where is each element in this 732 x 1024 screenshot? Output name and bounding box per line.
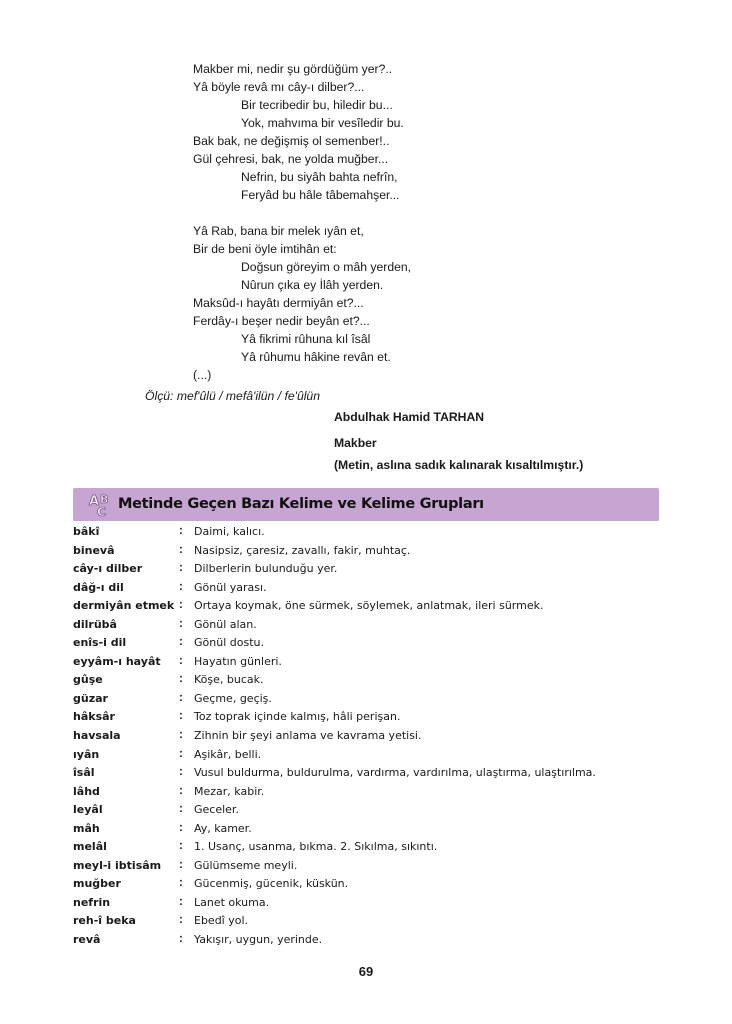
glossary-separator: : <box>179 653 183 667</box>
glossary-definition: Ay, kamer. <box>194 821 252 835</box>
svg-text:C: C <box>97 505 106 518</box>
poem-line: Yâ böyle revâ mı cây-ı dilber?... <box>193 80 365 94</box>
glossary-term: nefrin <box>73 895 111 909</box>
glossary-entry <box>73 672 673 691</box>
glossary-separator: : <box>179 932 183 946</box>
glossary-definition: Dilberlerin bulunduğu yer. <box>194 562 338 576</box>
glossary-entry <box>73 617 673 636</box>
svg-text:A: A <box>89 494 100 509</box>
poem-line: Yâ fikrimi rûhuna kıl îsâl <box>241 332 371 346</box>
glossary-entry <box>73 895 673 914</box>
glossary-definition: Hayatın günleri. <box>194 654 282 668</box>
glossary-separator: : <box>179 876 183 890</box>
poem-line: Nefrin, bu siyâh bahta nefrîn, <box>241 170 398 184</box>
glossary-definition: Gönül dostu. <box>194 636 264 650</box>
glossary-definition: Ortaya koymak, öne sürmek, söylemek, anlatmak, ileri sürmek. <box>194 599 544 613</box>
poem-line: Yâ rûhumu hâkine revân et. <box>241 350 391 364</box>
poem-line: Makber mi, nedir şu gördüğüm yer?.. <box>193 62 393 76</box>
glossary-definition: Mezar, kabir. <box>194 784 265 798</box>
glossary-term: reh-î beka <box>73 914 136 928</box>
glossary-definition: Aşikâr, belli. <box>194 747 262 761</box>
glossary-definition: Gönül yarası. <box>194 580 267 594</box>
glossary-entry <box>73 709 673 728</box>
page-number: 69 <box>358 964 374 979</box>
glossary-term: muğber <box>73 877 121 891</box>
glossary-term: mâh <box>73 821 100 835</box>
glossary-term: dâğ-ı dil <box>73 580 124 594</box>
glossary-separator: : <box>179 672 183 686</box>
glossary-separator: : <box>179 524 183 537</box>
glossary-separator: : <box>179 802 183 816</box>
poem-line: Doğsun göreyim o mâh yerden, <box>241 260 412 274</box>
glossary-definition: Nasipsiz, çaresiz, zavallı, fakir, muhtaç. <box>194 543 411 557</box>
glossary-definition: Gönül alan. <box>194 617 257 631</box>
glossary-entry <box>73 561 673 580</box>
svg-text:B: B <box>100 493 109 506</box>
glossary-term: dilrübâ <box>73 617 117 631</box>
poem-line: Feryâd bu hâle tâbemahşer... <box>241 188 400 202</box>
glossary-term: meyl-i ibtisâm <box>73 858 162 872</box>
glossary-definition: 1. Usanç, usanma, bıkma. 2. Sıkılma, sıkıntı. <box>194 840 438 854</box>
glossary-term: lâhd <box>73 784 100 798</box>
glossary-entry <box>73 728 673 747</box>
poem-line: Ferdây-ı beşer nedir beyân et?... <box>193 314 370 328</box>
poem-meter: Ölçü: mef'ûlü / mefâ'ilün / fe'ûlün <box>145 389 320 403</box>
glossary-entry <box>73 765 673 784</box>
glossary-term: melâl <box>73 840 107 854</box>
glossary-definition: Geceler. <box>194 803 239 817</box>
glossary-separator: : <box>179 616 183 630</box>
abc-letters-icon <box>87 491 117 518</box>
glossary-term: gûşe <box>73 673 103 687</box>
glossary-separator: : <box>179 857 183 871</box>
glossary-entry <box>73 932 673 951</box>
glossary-term: eyyâm-ı hayât <box>73 654 161 668</box>
glossary-definition: Vusul buldurma, buldurulma, vardırma, vardırılma, ulaştırma, ulaştırılma. <box>194 766 596 780</box>
glossary-term: hâksâr <box>73 710 115 724</box>
glossary-entry <box>73 691 673 710</box>
glossary-separator: : <box>179 635 183 649</box>
glossary-header <box>73 488 659 521</box>
glossary-entry <box>73 543 673 562</box>
glossary-separator: : <box>179 690 183 704</box>
poem-ellipsis: (...) <box>193 368 212 382</box>
poem-line: Yâ Rab, bana bir melek ıyân et, <box>193 224 364 238</box>
glossary-separator: : <box>179 894 183 908</box>
glossary-separator: : <box>179 839 183 853</box>
glossary-separator: : <box>179 709 183 723</box>
glossary-term: havsala <box>73 729 121 743</box>
glossary-term: revâ <box>73 933 101 947</box>
poem-abridged-note: (Metin, aslına sadık kalınarak kısaltılmıştır.) <box>334 458 584 472</box>
glossary-separator: : <box>179 598 183 612</box>
glossary-definition: Yakışır, uygun, yerinde. <box>194 933 323 947</box>
glossary-entry <box>73 858 673 877</box>
glossary-entry <box>73 747 673 766</box>
glossary-definition: Ebedî yol. <box>194 914 249 928</box>
glossary-entry <box>73 802 673 821</box>
glossary-entry <box>73 580 673 599</box>
glossary-term: bâkî <box>73 525 100 538</box>
glossary-entry <box>73 524 673 543</box>
glossary-separator: : <box>179 913 183 927</box>
glossary-separator: : <box>179 765 183 779</box>
poem-work-title: Makber <box>334 436 377 450</box>
glossary-separator: : <box>179 783 183 797</box>
glossary-entry <box>73 839 673 858</box>
glossary-term: binevâ <box>73 543 115 557</box>
glossary-entry <box>73 784 673 803</box>
glossary-entry <box>73 913 673 932</box>
glossary-term: leyâl <box>73 803 103 817</box>
glossary-definition: Gücenmiş, gücenik, küskün. <box>194 877 349 891</box>
glossary-term: dermiyân etmek <box>73 599 175 613</box>
glossary-entry <box>73 876 673 895</box>
poem-line: Nûrun çıka ey İlâh yerden. <box>241 278 384 292</box>
poem-author: Abdulhak Hamid TARHAN <box>334 410 485 424</box>
glossary-definition: Köşe, bucak. <box>194 673 264 687</box>
glossary-title: Metinde Geçen Bazı Kelime ve Kelime Grupları <box>118 496 484 512</box>
glossary-term: cây-ı dilber <box>73 562 143 576</box>
poem-line: Bir de beni öyle imtihân et: <box>193 242 337 256</box>
glossary-separator: : <box>179 561 183 575</box>
glossary-term: îsâl <box>73 766 95 780</box>
glossary-definition: Toz toprak içinde kalmış, hâli perişan. <box>194 710 401 724</box>
glossary-separator: : <box>179 579 183 593</box>
poem-line: Bir tecribedir bu, hiledir bu... <box>241 98 393 112</box>
glossary-entry <box>73 821 673 840</box>
poem-line: Maksûd-ı hayâtı dermiyân et?... <box>193 296 364 310</box>
glossary-term: ıyân <box>73 747 100 761</box>
glossary-entry <box>73 598 673 617</box>
glossary-separator: : <box>179 746 183 760</box>
poem-line: Yok, mahvıma bir vesîledir bu. <box>241 116 404 130</box>
glossary-term: enîs-i dil <box>73 636 127 650</box>
glossary-entry <box>73 635 673 654</box>
glossary-separator: : <box>179 542 183 556</box>
glossary-definition: Daimi, kalıcı. <box>194 525 265 538</box>
glossary-definition: Lanet okuma. <box>194 895 270 909</box>
glossary-term: güzar <box>73 691 108 705</box>
glossary-definition: Gülümseme meyli. <box>194 858 298 872</box>
glossary-definition: Zihnin bir şeyi anlama ve kavrama yetisi. <box>194 729 422 743</box>
glossary-definition: Geçme, geçiş. <box>194 691 272 705</box>
glossary-separator: : <box>179 820 183 834</box>
glossary-entry <box>73 654 673 673</box>
poem-line: Bak bak, ne değişmiş ol semenber!.. <box>193 134 390 148</box>
glossary-separator: : <box>179 728 183 742</box>
glossary-list <box>73 524 673 951</box>
poem-line: Gül çehresi, bak, ne yolda muğber... <box>193 152 389 166</box>
